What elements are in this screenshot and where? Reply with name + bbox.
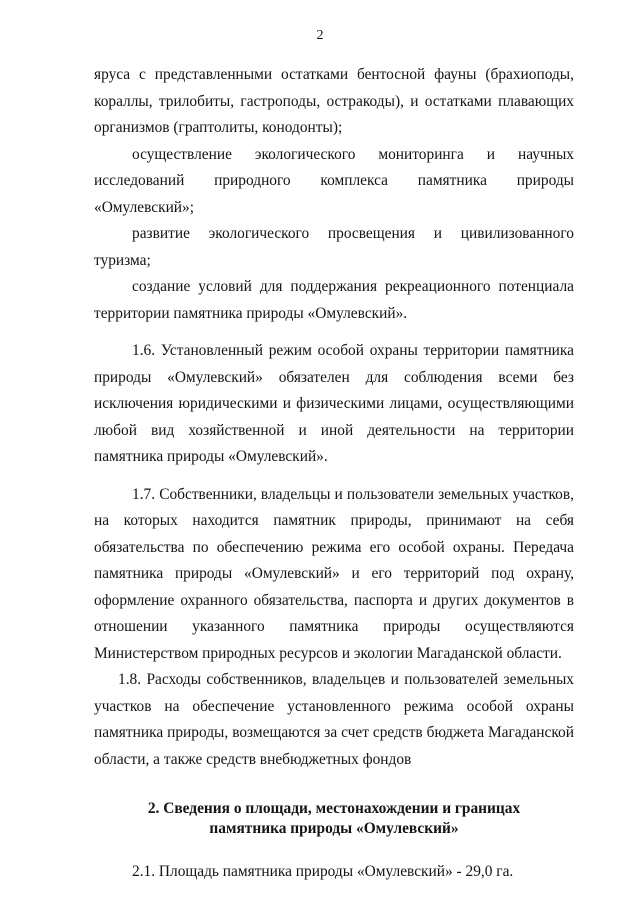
paragraph-fauna-continuation: яруса с представленными остатками бентосной фауны (брахиоподы, кораллы, трилобиты, гастроподы, остракоды), и остатками плавающих организмов (граптолиты, конодонты);	[94, 66, 574, 136]
section-2-heading-line1: 2. Сведения о площади, местонахождении и границах	[147, 800, 521, 817]
paragraph-1-7: 1.7. Собственники, владельцы и пользователи земельных участков, на которых находится памятник природы, принимают на себя обязательства по обеспечению режима его особой охраны. Передача памятника природы «Омулевский» и его территорий под охрану, оформление охранного обязательства, паспорта и других документов в отношении указанного памятника природы осуществляются Министерством природных ресурсов и экологии Магаданской области.	[94, 485, 574, 662]
paragraph-education: развитие экологического просвещения и цивилизованного туризма;	[94, 225, 574, 269]
paragraph-recreation: создание условий для поддержания рекреационного потенциала территории памятника природы «Омулевский».	[94, 278, 574, 322]
document-body	[94, 62, 574, 886]
paragraph-monitoring: осуществление экологического мониторинга и научных исследований природного комплекса памятника природы «Омулевский»;	[94, 145, 574, 216]
page-number: 2	[316, 28, 324, 43]
paragraph-2-1: 2.1. Площадь памятника природы «Омулевский» - 29,0 га.	[132, 863, 514, 880]
section-2-heading	[94, 799, 574, 839]
paragraph-1-8: 1.8. Расходы собственников, владельцев и пользователей земельных участков на обеспечение установленного режима особой охраны памятника природы, возмещаются за счет средств бюджета Магаданской области, а также средств внебюджетных фондов	[94, 671, 574, 768]
section-2-heading-line2: памятника природы «Омулевский»	[209, 820, 459, 837]
paragraph-1-6: 1.6. Установленный режим особой охраны территории памятника природы «Омулевский» обязателен для соблюдения всеми без исключения юридическими и физическими лицами, осуществляющими любой вид хозяйственной и иной деятельности на территории памятника природы «Омулевский».	[94, 342, 574, 465]
